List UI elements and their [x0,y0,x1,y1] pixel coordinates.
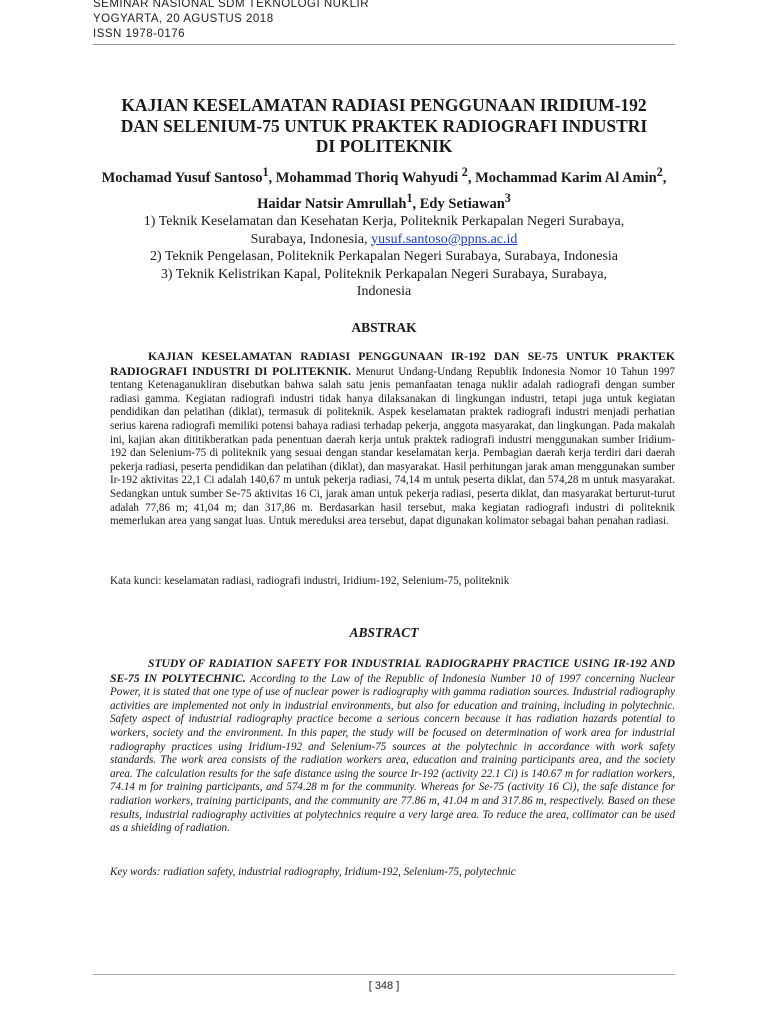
title-line-1: KAJIAN KESELAMATAN RADIASI PENGGUNAAN IRIDIUM-192 [121,95,647,115]
abstract-paragraph [110,657,675,836]
author-affiliation-mark: 2 [461,165,468,179]
author-name: Edy Setiawan [419,195,505,212]
kata-kunci: Kata kunci: keselamatan radiasi, radiografi industri, Iridium-192, Selenium-75, politeknik [110,575,510,587]
affiliation-2: 2) Teknik Pengelasan, Politeknik Perkapalan Negeri Surabaya, Surabaya, Indonesia [149,249,618,264]
author-list [93,162,675,214]
author-name: Mohammad Thoriq Wahyudi [275,169,462,186]
affiliation-list [93,213,675,301]
author-affiliation-mark: 1 [262,165,269,179]
affiliation-1-location: Surabaya, Indonesia, [250,231,372,247]
author-name: Mochammad Karim Al Amin [475,169,657,186]
title-line-3: DI POLITEKNIK [315,136,453,156]
abstract-title-lead: STUDY OF RADIATION SAFETY FOR INDUSTRIAL RADIOGRAPHY PRACTICE USING IR-192 AND SE-75 IN POLYTECHNIC. [110,657,675,685]
abstrak-paragraph [110,350,675,529]
header-divider [93,44,675,45]
author-separator: , [662,169,667,186]
author-affiliation-mark: 3 [504,190,511,205]
author-separator: , [268,169,276,186]
header-seminar-name: SEMINAR NASIONAL SDM TEKNOLOGI NUKLIR [93,0,370,10]
affiliation-3-line-1: 3) Teknik Kelistrikan Kapal, Politeknik Perkapalan Negeri Surabaya, Surabaya, [160,266,608,282]
author-affiliation-mark: 1 [406,190,413,205]
affiliation-1-line-2 [93,231,675,249]
author-separator: , [467,169,476,186]
abstract-heading: ABSTRACT [349,625,419,640]
title-line-2: DAN SELENIUM-75 UNTUK PRAKTEK RADIOGRAFI INDUSTRI [120,115,648,136]
abstrak-title-lead: KAJIAN KESELAMATAN RADIASI PENGGUNAAN IR-192 DAN SE-75 UNTUK PRAKTEK RADIOGRAFI INDUSTRI DI POLITEKNIK. [110,349,675,378]
author-email-link[interactable]: yusuf.santoso@ppns.ac.id [371,231,518,247]
footer-divider [93,974,675,975]
author-name: Mochamad Yusuf Santoso [101,169,263,186]
paper-title [93,95,675,157]
affiliation-3-line-2: Indonesia [356,284,412,299]
header-issn: ISSN 1978-0176 [93,28,186,40]
abstrak-text: Menurut Undang-Undang Republik Indonesia Nomor 10 Tahun 1997 tentang Ketenaganukliran disebutkan bahwa salah satu jenis pemanfaatan tenaga nuklir adalah radiografi dengan sumber radiasi gamma. Kegiatan radiografi industri tidak hanya dilaksanakan di lingkungan industri, tetapi juga untuk kegiatan pendidikan dan pelatihan (diklat), termasuk di politeknik. Aspek keselamatan praktek radiografi industri menjadi perhatian serius karena radiografi memiliki potensi bahaya radiasi terhadap pekerja, anggota masyarakat, dan lingkungan. Pada makalah ini, kajian akan dititikberatkan pada penentuan daerah kerja untuk praktek radiografi industri menggunakan sumber Iridium-192 dan Selenium-75 di politeknik yang sesuai dengan standar keselamatan kerja. Pembagian daerah kerja terdiri dari daerah pekerja radiasi, peserta pendidikan dan pelatihan (diklat), dan masyarakat. Hasil perhitungan jarak aman menggunakan sumber Ir-192 aktivitas 22,1 Ci adalah 140,67 m untuk pekerja radiasi, 74,14 m untuk peserta diklat, dan 574,28 m untuk masyarakat. Sedangkan untuk sumber Se-75 aktivitas 16 Ci, jarak aman untuk pekerja radiasi, peserta diklat, dan masyarakat berturut-turut adalah 77,86 m; 41,04 m; dan 317,86 m. Berdasarkan hasil tersebut, maka kegiatan radiografi industri di politeknik memerlukan area yang sangat luas. Untuk mereduksi area tersebut, dapat digunakan kolimator sebagai bahan penahan radiasi. [110,365,675,528]
author-affiliation-mark: 2 [656,165,663,179]
running-header [93,0,369,42]
author-name: Haidar Natsir Amrullah [257,195,407,212]
author-separator: , [412,195,420,212]
header-location-date: YOGYARTA, 20 AGUSTUS 2018 [93,13,274,25]
key-words: Key words: radiation safety, industrial radiography, Iridium-192, Selenium-75, polytechnic [110,866,516,878]
abstrak-heading: ABSTRAK [351,320,417,335]
page-number: [ 348 ] [368,980,400,992]
affiliation-1-line-1: 1) Teknik Keselamatan dan Kesehatan Kerja, Politeknik Perkapalan Negeri Surabaya, [143,214,625,229]
abstract-text: According to the Law of the Republic of Indonesia Number 10 of 1997 concerning Nuclear Power, it is stated that one type of use of nuclear power is radiography with gamma radiation sources. Industrial radiography activities are implemented not only in industrial environments, but also for education and training, including in polytechnic. Safety aspect of industrial radiography practice become a serious concern because it has radiation hazards potential to workers, society and the environment. In this paper, the study will be focused on determination of work area for industrial radiography practices using Iridium-192 and Selenium-75 sources at the polytechnic in accordance with work safety standards. The work area consists of the radiation workers area, education and training participants area, and the society area. The calculation results for the safe distance using the source Ir-192 (activity 22.1 Ci) is 140.67 m for radiation workers, 74.14 m for training participants, and 574.28 m for the community. Whereas for Se-75 (activity 16 Ci), the safe distance for radiation workers, training participants, and the community are 77.86 m, 41.04 m and 317.86 m, respectively. Based on these results, industrial radiography activities at polytechnics require a very large area. To reduce the area, collimator can be used as a shielding of radiation. [110,672,675,835]
